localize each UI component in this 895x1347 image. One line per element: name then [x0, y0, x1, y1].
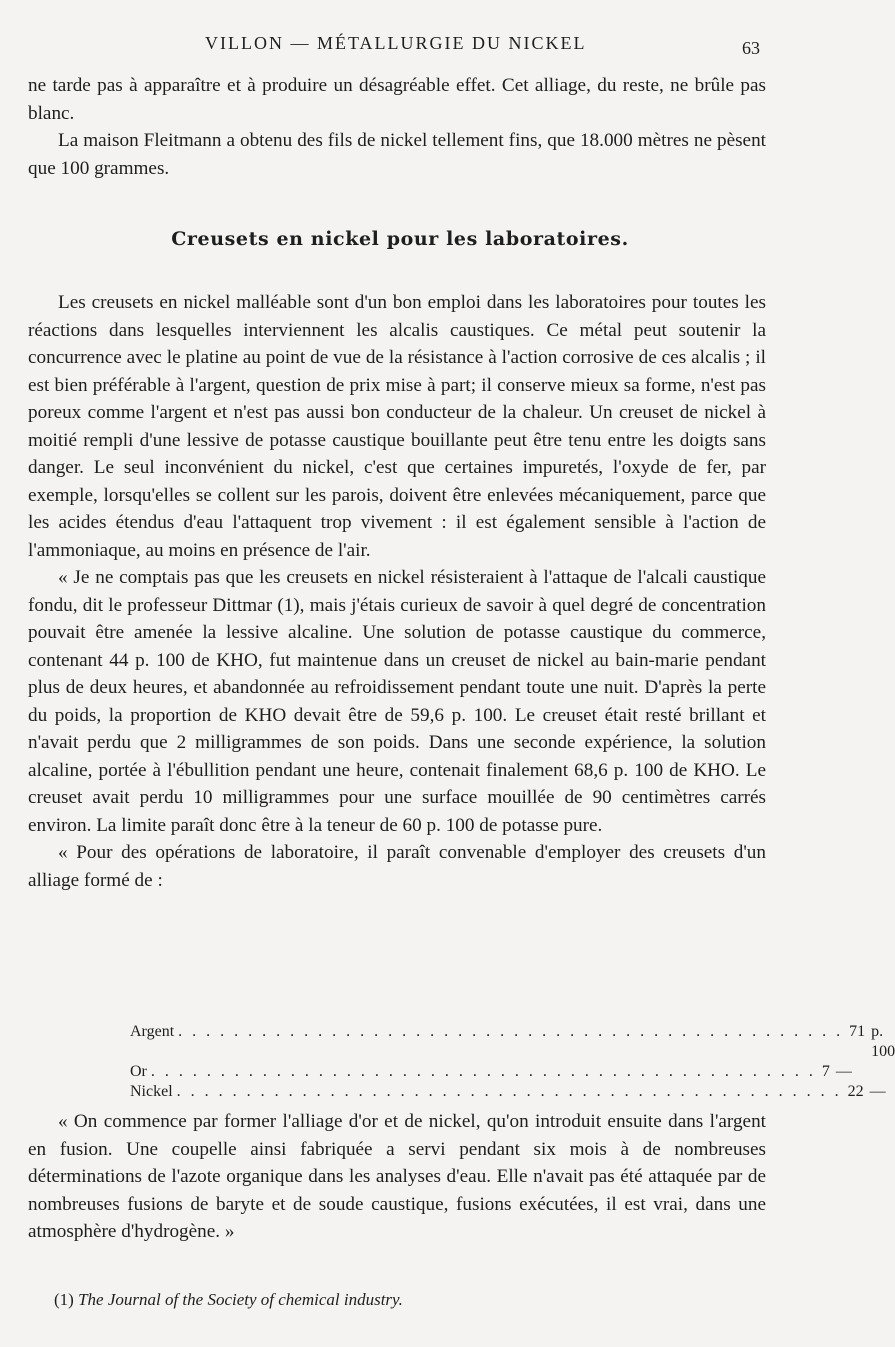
body-text — [28, 289, 766, 894]
footnote-marker: (1) — [54, 1290, 74, 1309]
page-number: 63 — [742, 38, 760, 58]
intro-text — [28, 72, 766, 182]
dot-leader: . . . . . . . . . . . . . . . . . . . . . . . . . . . . . . . . . . . . . . . . . . . . . . . . — [150, 1063, 816, 1080]
section-heading: Creusets en nickel pour les laboratoires. — [171, 228, 629, 250]
alloy-unit: — — [869, 1083, 886, 1100]
paragraph: Les creusets en nickel malléable sont d'un bon emploi dans les laboratoires pour toutes les réactions dans lesquelles interviennent les alcalis caustiques. Ce métal peut soutenir la concurrence avec le platine au point de vue de la résistance à l'action corrosive de ces alcalis ; il est bien préférable à l'argent, question de prix mise à part; il conserve mieux sa forme, n'est pas poreux comme l'argent et n'est pas aussi bon conducteur de la chaleur. Un creuset de nickel à moitié rempli d'une lessive de potasse caustique bouillante peut être tenu entre les doigts sans danger. Le seul inconvénient du nickel, c'est que certaines impuretés, l'oxyde de fer, par exemple, lorsqu'elles se collent sur les parois, doivent être enlevées mécaniquement, parce que les acides étendus d'eau l'attaquent trop vivement : il est également sensible à l'action de l'ammoniaque, au moins en présence de l'air. — [28, 292, 766, 561]
footnote-title: The Journal of the Society of chemical industry. — [78, 1290, 403, 1309]
alloy-value: 22 — [847, 1083, 864, 1100]
paragraph: La maison Fleitmann a obtenu des fils de nickel tellement fins, que 18.000 mètres ne pèsent que 100 grammes. — [28, 130, 766, 179]
paragraph: « Je ne comptais pas que les creusets en nickel résisteraient à l'attaque de l'alcali caustique fondu, dit le professeur Dittmar (1), mais j'étais curieux de savoir à quel degré de concentration pouvait être amenée la lessive alcaline. Une solution de potasse caustique du commerce, contenant 44 p. 100 de KHO, fut maintenue dans un creuset de nickel au bain-marie pendant plus de deux heures, et abandonnée au refroidissement pendant toute une nuit. D'après la perte du poids, la proportion de KHO devait être de 59,6 p. 100. Le creuset était resté brillant et n'avait perdu que 2 milligrammes de son poids. Dans une seconde expérience, la solution alcaline, portée à l'ébullition pendant une heure, contenait finalement 68,6 p. 100 de KHO. Le creuset avait perdu 10 milligrammes pour une surface mouillée de 90 centimètres carrés environ. La limite paraît donc être à la teneur de 60 p. 100 de potasse pure. — [28, 567, 766, 836]
paragraph: « Pour des opérations de laboratoire, il paraît convenable d'employer des creusets d'un alliage formé de : — [28, 842, 766, 891]
alloy-unit: — — [835, 1063, 852, 1080]
alloy-composition-table — [130, 1022, 895, 1102]
paragraph: ne tarde pas à apparaître et à produire un désagréable effet. Cet alliage, du reste, ne brûle pas blanc. — [28, 75, 766, 124]
alloy-value: 7 — [821, 1063, 830, 1080]
dot-leader: . . . . . . . . . . . . . . . . . . . . . . . . . . . . . . . . . . . . . . . . . . . . . . . . — [176, 1083, 842, 1100]
alloy-unit: p. 100 — [871, 1023, 895, 1060]
alloy-row — [130, 1062, 852, 1082]
running-head: VILLON — MÉTALLURGIE DU NICKEL — [205, 33, 587, 53]
dot-leader: . . . . . . . . . . . . . . . . . . . . . . . . . . . . . . . . . . . . . . . . . . . . . . . . — [178, 1023, 844, 1040]
paragraph: « On commence par former l'alliage d'or et de nickel, qu'on introduit ensuite dans l'argent en fusion. Une coupelle ainsi fabriquée a servi pendant six mois à de nombreuses déterminations de l'azote organique dans les analyses d'eau. Elle n'avait pas été attaquée par de nombreuses fusions de baryte et de soude caustique, fusions exécutées, il est vrai, dans une atmosphère d'hydrogène. » — [28, 1111, 766, 1242]
closing-text — [28, 1108, 766, 1246]
alloy-name: Nickel — [130, 1083, 173, 1100]
alloy-name: Argent — [130, 1023, 175, 1040]
footnote — [54, 1290, 403, 1310]
alloy-name: Or — [130, 1063, 147, 1080]
alloy-row — [130, 1082, 886, 1102]
alloy-row — [130, 1022, 895, 1062]
alloy-value: 71 — [849, 1023, 866, 1040]
